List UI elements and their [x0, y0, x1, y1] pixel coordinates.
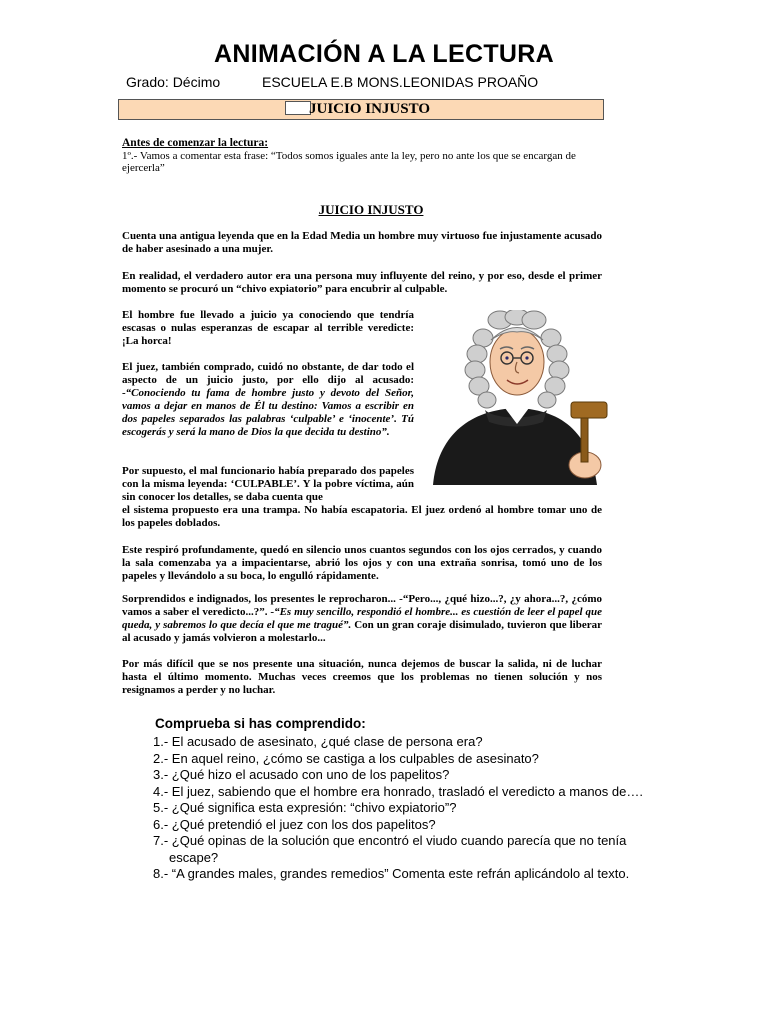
story-paragraph-2: En realidad, el verdadero autor era una persona muy influyente del reino, y por eso, desde el primer momento se procuró un “chivo expiatorio” para encubrir al culpable.	[122, 270, 602, 295]
story-paragraph-7	[122, 593, 602, 645]
story-paragraph-4	[122, 361, 414, 439]
quiz-item: 3.- ¿Qué hizo el acusado con uno de los papelitos?	[153, 767, 450, 782]
section-banner	[118, 99, 604, 120]
quiz-item: 5.- ¿Qué significa esta expresión: “chivo expiatorio”?	[153, 800, 457, 815]
quiz-item: 7.- ¿Qué opinas de la solución que encontró el viudo cuando parecía que no tenía escape?	[153, 833, 627, 865]
quiz-item: 1.- El acusado de asesinato, ¿qué clase de persona era?	[153, 734, 483, 749]
story-paragraph-4-quote: “Conociendo tu fama de hombre justo y devoto del Señor, vamos a dejar en manos de Él tu destino: Vamos a escribir en dos papeles separados las palabras ‘culpable’ e ‘inocente’. Tú escogerás y será la mano de Dios la que decida tu destino”.	[122, 387, 414, 438]
story-paragraph-3: El hombre fue llevado a juicio ya conociendo que tendría escasas o nulas esperanzas de escapar al terrible veredicte: ¡La horca!	[122, 309, 414, 347]
story-paragraph-7-quote: “Es muy sencillo, respondió el hombre... es cuestión de leer el papel que queda, y sabremos lo que decía el que me tragué”.	[122, 606, 602, 631]
story-paragraph-4-lead: El juez, también comprado, cuidó no obstante, de dar todo el aspecto de un juicio justo, por ello dijo al acusado: -	[122, 361, 414, 399]
pre-reading-question: 1º.- Vamos a comentar esta frase: “Todos somos iguales ante la ley, pero no ante los que se encargan de ejercerla”	[122, 150, 576, 174]
quiz-item: 4.- El juez, sabiendo que el hombre era honrado, trasladó el veredicto a manos de….	[153, 783, 643, 799]
story-paragraph-5: Por supuesto, el mal funcionario había preparado dos papeles con la misma leyenda: ‘CULPABLE’. Y la pobre víctima, aún sin conocer los detalles, se daba cuenta que	[122, 465, 414, 503]
story-paragraph-7-end: Con un gran coraje disimulado, tuvieron que liberar al acusado y jamás volvieron a molestarlo...	[122, 619, 602, 644]
story-title: JUICIO INJUSTO	[318, 202, 424, 217]
pre-reading-label: Antes de comenzar la lectura:	[122, 137, 269, 149]
quiz-list	[153, 734, 673, 883]
quiz-item: 8.- “A grandes males, grandes remedios” Comenta este refrán aplicándolo al texto.	[153, 866, 630, 881]
quiz-item: 2.- En aquel reino, ¿cómo se castiga a los culpables de asesinato?	[153, 750, 539, 766]
judge-with-gavel-icon	[425, 310, 610, 485]
document-title: ANIMACIÓN A LA LECTURA	[214, 40, 554, 68]
quiz-item: 6.- ¿Qué pretendió el juez con los dos papelitos?	[153, 816, 436, 832]
school-name: ESCUELA E.B MONS.LEONIDAS PROAÑO	[262, 74, 539, 90]
grade-label: Grado: Décimo	[126, 74, 221, 90]
story-paragraph-5-cont: el sistema propuesto era una trampa. No había escapatoria. El juez ordenó al hombre tomar uno de los papeles doblados.	[122, 504, 602, 529]
quiz-title: Comprueba si has comprendido:	[155, 716, 366, 731]
banner-box-icon	[285, 101, 311, 115]
story-paragraph-8: Por más difícil que se nos presente una situación, nunca dejemos de buscar la salida, ni de luchar hasta el último momento. Muchas veces creemos que los problemas no tienen solución y nos resignamos a perder y no luchar.	[122, 658, 602, 696]
story-paragraph-6: Este respiró profundamente, quedó en silencio unos cuantos segundos con los ojos cerrados, y cuando la sala comenzaba ya a impacientarse, abrió los ojos y con una extraña sonrisa, tomó uno de los papeles y llevándolo a su boca, lo engulló rápidamente.	[122, 544, 602, 582]
banner-label: JUICIO INJUSTO	[309, 101, 431, 117]
story-paragraph-7-lead: Sorprendidos e indignados, los presentes le reprocharon... -“Pero..., ¿qué hizo...?, ¿y ahora...?, ¿cómo vamos a saber el veredicto...?”. -	[122, 593, 602, 618]
story-paragraph-1: Cuenta una antigua leyenda que en la Edad Media un hombre muy virtuoso fue injustamente acusado de haber asesinado a una mujer.	[122, 230, 602, 255]
